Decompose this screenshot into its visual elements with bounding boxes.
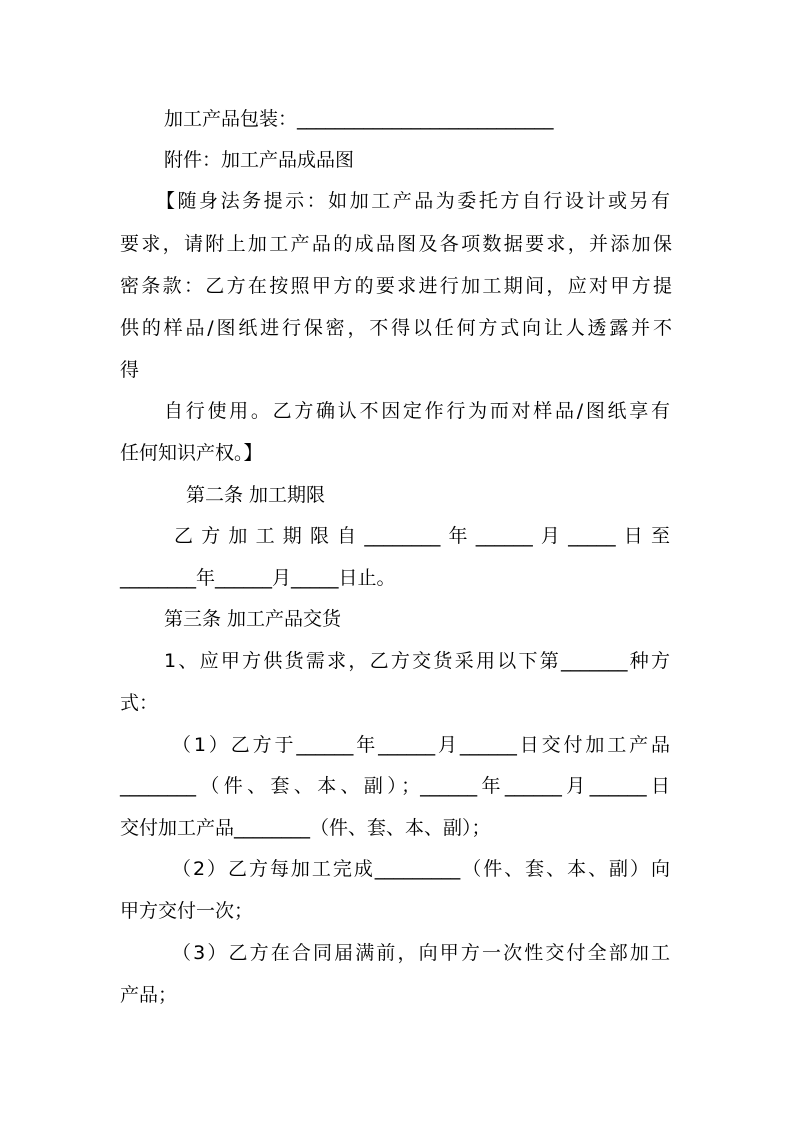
option-1-line-1: （1）乙方于______年______月______日交付加工产品 <box>172 734 670 756</box>
option-2-line-2: 甲方交付一次； <box>120 900 254 922</box>
legal-tip-line-4: 供的样品/图纸进行保密，不得以任何方式向让人透露并不 <box>120 317 672 339</box>
delivery-line-1: 1、应甲方供货需求，乙方交货采用以下第_______种方 <box>164 650 670 672</box>
period-line-1: 乙方加工期限自________年______月_____日至 <box>174 525 670 547</box>
legal-tip-line-7: 任何知识产权。】 <box>120 442 263 464</box>
legal-tip-line-2: 要求，请附上加工产品的成品图及各项数据要求，并添加保 <box>120 233 672 255</box>
option-3-line-2: 产品； <box>120 984 178 1006</box>
legal-tip-line-5: 得 <box>120 359 140 381</box>
legal-tip-line-6: 自行使用。乙方确认不因定作行为而对样品/图纸享有 <box>164 400 670 422</box>
legal-tip-line-3: 密条款：乙方在按照甲方的要求进行加工期间，应对甲方提 <box>120 275 672 297</box>
option-2-line-1: （2）乙方每加工完成_________（件、套、本、副）向 <box>172 858 670 880</box>
packaging-line: 加工产品包装：___________________________ <box>164 108 554 130</box>
article-3-title: 第三条 加工产品交货 <box>164 608 342 630</box>
legal-tip-line-1: 【随身法务提示：如加工产品为委托方自行设计或另有 <box>156 190 670 212</box>
option-1-line-3: 交付加工产品________（件、套、本、副）； <box>120 817 491 839</box>
attachment-line: 附件：加工产品成品图 <box>164 149 355 171</box>
article-2-title: 第二条 加工期限 <box>186 484 326 506</box>
option-3-line-1: （3）乙方在合同届满前，向甲方一次性交付全部加工 <box>172 942 670 964</box>
delivery-line-2: 式： <box>120 692 159 714</box>
option-1-line-2: ________（件、套、本、副）；______年______月______日 <box>120 775 670 797</box>
period-line-2: ________年______月_____日止。 <box>120 567 396 589</box>
